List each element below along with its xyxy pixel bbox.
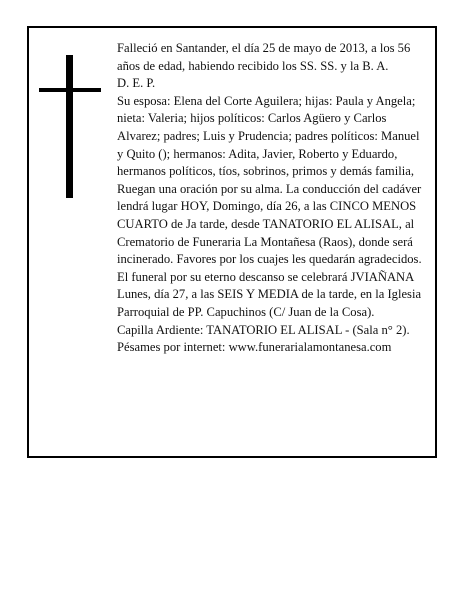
rest-in-peace: D. E. P. bbox=[117, 76, 156, 91]
family-list: Su esposa: Elena del Corte Aguilera; hijas: Paula y Angela; nieta: Valeria; hijos políticos: Carlos Agüero y Carlos Alvarez; padres; Luis y Prudencia; padres políticos: Manuel y Quito (); hermanos: Adita, Javier, Roberto y Eduardo, hermanos políticos, tíos, sobrinos, primos y demás familia, bbox=[117, 93, 420, 179]
notice-text bbox=[117, 40, 423, 357]
cross-horizontal-bar bbox=[39, 88, 101, 92]
cross-icon bbox=[39, 55, 101, 198]
chapel-info: Capilla Ardiente: TANATORIO EL ALISAL - (Sala n° 2). bbox=[117, 322, 410, 337]
obituary-notice bbox=[27, 26, 437, 458]
death-announcement: Falleció en Santander, el día 25 de mayo de 2013, a los 56 años de edad, habiendo recibido los SS. SS. y la B. A. bbox=[117, 41, 411, 73]
online-condolences: Pésames por internet: www.funerarialamontanesa.com bbox=[117, 340, 392, 355]
cross-vertical-bar bbox=[66, 55, 73, 198]
service-details: Ruegan una oración por su alma. La conducción del cadáver lendrá lugar HOY, Domingo, día 26, a las CINCO MENOS CUARTO de Ja tarde, desde TANATORIO EL ALISAL, al Crematorio de Funeraria La Montañesa (Raos), donde será incinerado. Favores por los cuajes les quedarán agradecidos. El funeral por su eterno descanso se celebrará JVIAÑANA Lunes, día 27, a las SEIS Y MEDIA de la tarde, en la Iglesia Parroquial de PP. Capuchinos (C/ Juan de la Cosa). bbox=[117, 181, 422, 319]
